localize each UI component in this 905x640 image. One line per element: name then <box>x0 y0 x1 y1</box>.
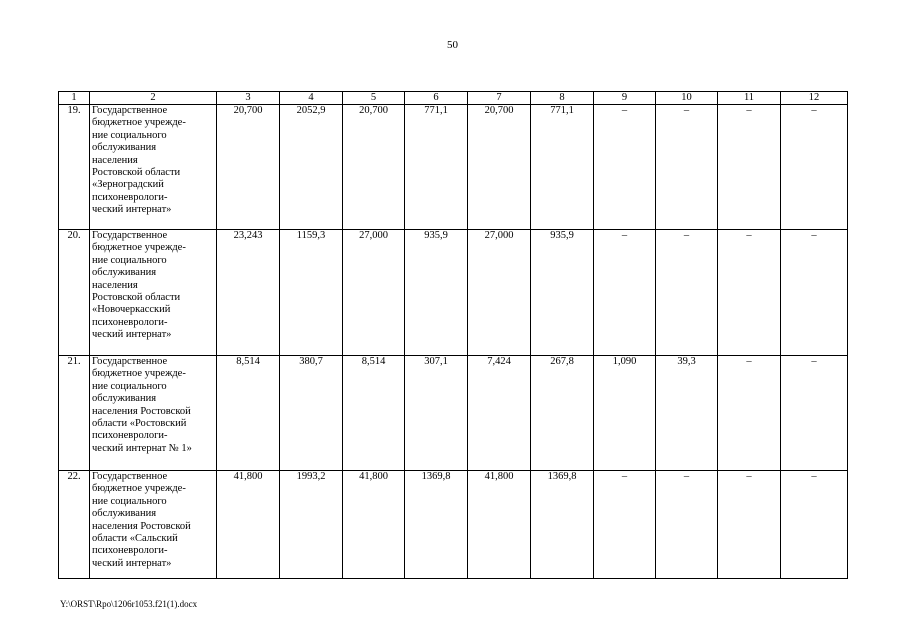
value-cell-col-3: 8,514 <box>217 356 280 471</box>
institution-name-line: области «Сальский <box>92 533 178 545</box>
header-cell: 4 <box>280 92 343 105</box>
value-cell-col-11: – <box>718 471 781 579</box>
institution-name-line: населения <box>92 279 138 291</box>
institution-name-cell <box>90 105 217 230</box>
value-cell-col-8: 935,9 <box>531 230 594 356</box>
value-cell-col-10: 39,3 <box>656 356 718 471</box>
header-cell: 7 <box>468 92 531 105</box>
institution-name-line: области «Ростовский <box>92 418 187 430</box>
value-cell-col-5: 8,514 <box>343 356 405 471</box>
institution-name-line: психоневрологи- <box>92 316 168 328</box>
institution-name-line: населения Ростовской <box>92 520 191 532</box>
institution-name-line: обслуживания <box>92 142 157 154</box>
table-row <box>59 356 848 471</box>
institution-name-line: обслуживания <box>92 267 157 279</box>
institution-name-line: «Новочеркасский <box>92 304 171 316</box>
value-cell-col-4: 1993,2 <box>280 471 343 579</box>
header-cell: 1 <box>59 92 90 105</box>
value-cell-col-7: 7,424 <box>468 356 531 471</box>
table-row <box>59 105 848 230</box>
institution-name-line: бюджетное учрежде- <box>92 368 186 380</box>
institution-name-line: ческий интернат» <box>92 329 172 341</box>
institution-name-cell <box>90 230 217 356</box>
institution-name-line: обслуживания <box>92 508 157 520</box>
value-cell-col-5: 41,800 <box>343 471 405 579</box>
footer-file-path: Y:\ORST\Rpo\1206r1053.f21(1).docx <box>60 599 198 609</box>
value-cell-col-11: – <box>718 230 781 356</box>
institution-name-line: ние социального <box>92 380 167 392</box>
data-table <box>58 91 848 579</box>
institution-name-line: ние социального <box>92 254 167 266</box>
institution-name-line: психоневрологи- <box>92 430 168 442</box>
institution-name-line: населения <box>92 154 138 166</box>
institution-name-line: Государственное <box>92 105 168 116</box>
value-cell-col-3: 41,800 <box>217 471 280 579</box>
institution-name-line: ние социального <box>92 129 167 141</box>
institution-name-line: ческий интернат» <box>92 557 172 569</box>
value-cell-col-12: – <box>781 230 848 356</box>
header-cell: 8 <box>531 92 594 105</box>
value-cell-col-6: 771,1 <box>405 105 468 230</box>
row-number-cell: 21. <box>59 356 90 471</box>
institution-name-line: Ростовской области <box>92 167 181 179</box>
page-number: 50 <box>447 39 458 51</box>
institution-name-line: населения Ростовской <box>92 405 191 417</box>
row-number-cell: 20. <box>59 230 90 356</box>
value-cell-col-9: 1,090 <box>594 356 656 471</box>
institution-name-line: «Зерноградский <box>92 179 164 191</box>
header-cell: 5 <box>343 92 405 105</box>
header-cell: 2 <box>90 92 217 105</box>
value-cell-col-12: – <box>781 356 848 471</box>
header-cell: 9 <box>594 92 656 105</box>
value-cell-col-8: 1369,8 <box>531 471 594 579</box>
value-cell-col-11: – <box>718 356 781 471</box>
institution-name-cell <box>90 471 217 579</box>
value-cell-col-12: – <box>781 105 848 230</box>
value-cell-col-3: 20,700 <box>217 105 280 230</box>
value-cell-col-7: 41,800 <box>468 471 531 579</box>
value-cell-col-3: 23,243 <box>217 230 280 356</box>
header-cell: 3 <box>217 92 280 105</box>
value-cell-col-5: 27,000 <box>343 230 405 356</box>
value-cell-col-12: – <box>781 471 848 579</box>
header-cell: 6 <box>405 92 468 105</box>
value-cell-col-6: 307,1 <box>405 356 468 471</box>
value-cell-col-6: 935,9 <box>405 230 468 356</box>
table-row <box>59 471 848 579</box>
institution-name-line: Ростовской области <box>92 292 181 304</box>
institution-name-line: бюджетное учрежде- <box>92 483 186 495</box>
institution-name-line: ческий интернат № 1» <box>92 442 192 454</box>
value-cell-col-8: 771,1 <box>531 105 594 230</box>
value-cell-col-7: 27,000 <box>468 230 531 356</box>
value-cell-col-11: – <box>718 105 781 230</box>
institution-name-line: бюджетное учрежде- <box>92 242 186 254</box>
value-cell-col-6: 1369,8 <box>405 471 468 579</box>
value-cell-col-10: – <box>656 105 718 230</box>
value-cell-col-9: – <box>594 105 656 230</box>
table-row <box>59 230 848 356</box>
institution-name-line: Государственное <box>92 471 168 482</box>
institution-name-line: психоневрологи- <box>92 191 168 203</box>
institution-name-line: Государственное <box>92 356 168 367</box>
institution-name-line: обслуживания <box>92 393 157 405</box>
value-cell-col-5: 20,700 <box>343 105 405 230</box>
value-cell-col-9: – <box>594 471 656 579</box>
header-cell: 12 <box>781 92 848 105</box>
institution-name-line: бюджетное учрежде- <box>92 117 186 129</box>
value-cell-col-4: 380,7 <box>280 356 343 471</box>
value-cell-col-4: 1159,3 <box>280 230 343 356</box>
value-cell-col-10: – <box>656 471 718 579</box>
value-cell-col-9: – <box>594 230 656 356</box>
value-cell-col-7: 20,700 <box>468 105 531 230</box>
value-cell-col-8: 267,8 <box>531 356 594 471</box>
row-number-cell: 22. <box>59 471 90 579</box>
value-cell-col-4: 2052,9 <box>280 105 343 230</box>
header-cell: 11 <box>718 92 781 105</box>
institution-name-line: психоневрологи- <box>92 545 168 557</box>
institution-name-line: ние социального <box>92 495 167 507</box>
institution-name-line: ческий интернат» <box>92 204 172 216</box>
row-number-cell: 19. <box>59 105 90 230</box>
value-cell-col-10: – <box>656 230 718 356</box>
header-cell: 10 <box>656 92 718 105</box>
institution-name-cell <box>90 356 217 471</box>
institution-name-line: Государственное <box>92 230 168 241</box>
table-header-row <box>59 92 848 105</box>
